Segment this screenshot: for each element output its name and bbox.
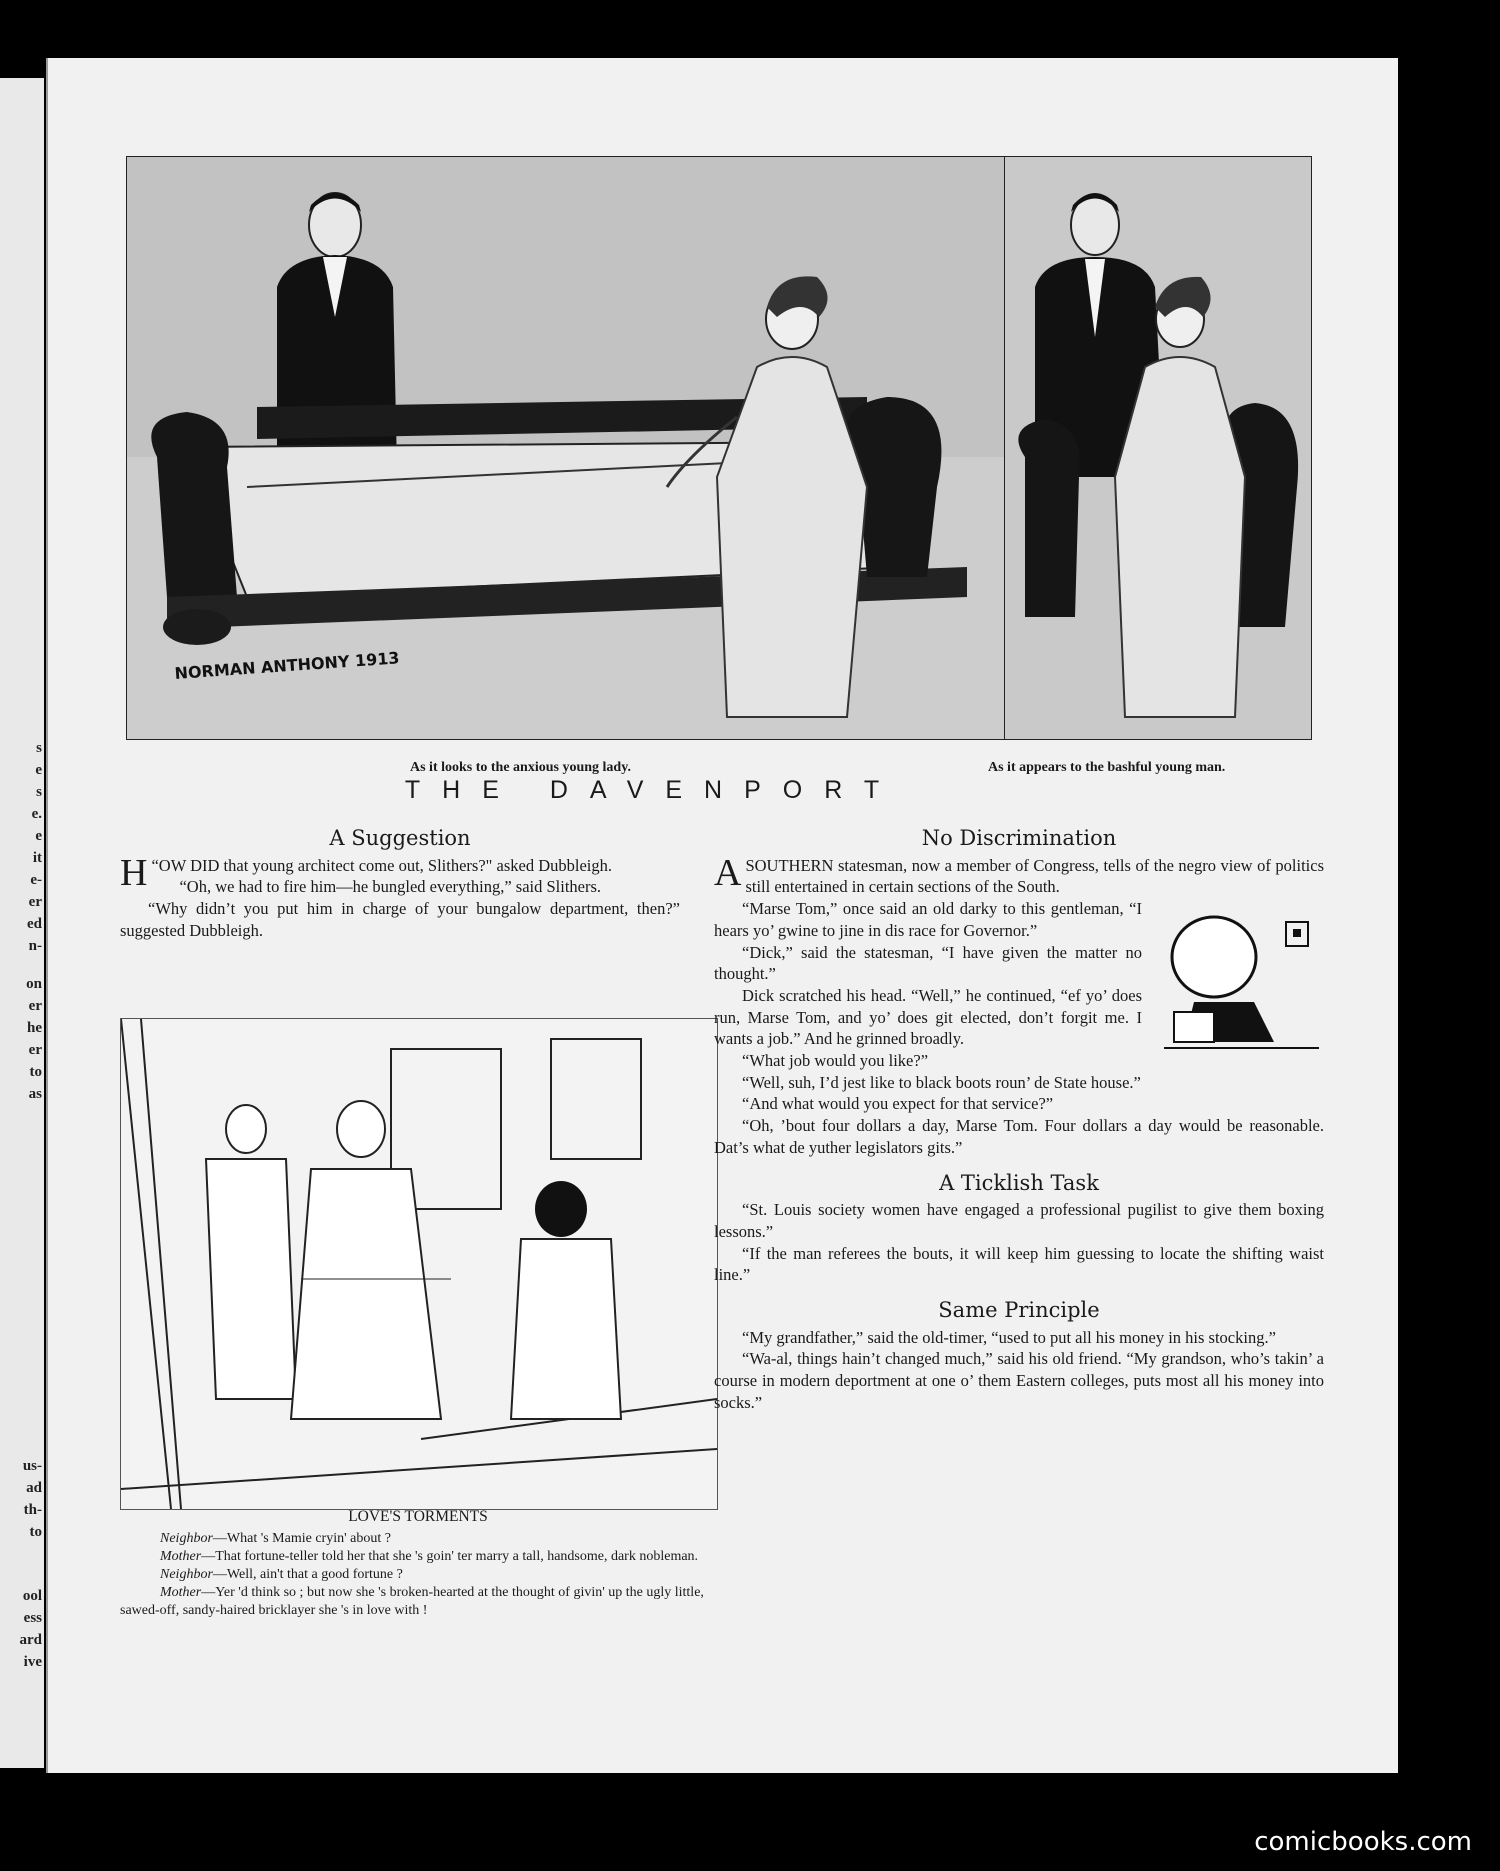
paragraph: “Wa-al, things hain’t changed much,” said his old friend. “My grandson, who’s takin’ a course in modern deportment at one o’ them Eastern colleges, puts most all his money into socks.” <box>714 1349 1324 1412</box>
margin-fragment: er <box>28 998 42 1014</box>
paragraph: “What job would you like?” <box>742 1051 929 1071</box>
margin-fragment: s <box>36 784 42 800</box>
loves-torments-illustration <box>120 1018 718 1510</box>
margin-fragment: th- <box>23 1502 42 1518</box>
dialogue-text: —What 's Mamie cryin' about ? <box>212 1531 391 1546</box>
heading-ticklish-task: A Ticklish Task <box>939 1170 1099 1195</box>
paragraph: “Oh, ’bout four dollars a day, Marse Tom. Four dollars a day would be reasonable. Dat’s what de yuther legislators gits.” <box>714 1116 1324 1157</box>
margin-fragment: e- <box>30 872 42 888</box>
paragraph: Dick scratched his head. “Well,” he continued, “ef yo’ does run, Marse Tom, and yo’ does git elected, don’t forgit me. I wants a job.” And he grinned broadly. <box>714 985 1142 1049</box>
paragraph: “Oh, we had to fire him—he bungled everything,” said Slithers. <box>179 877 602 897</box>
margin-fragment: e. <box>31 806 42 822</box>
paragraph: “And what would you expect for that service?” <box>742 1094 1054 1114</box>
margin-fragment: to <box>29 1524 42 1540</box>
margin-fragment: ess <box>23 1610 42 1626</box>
margin-fragment: er <box>28 1042 42 1058</box>
margin-fragment: er <box>28 894 42 910</box>
magazine-page <box>46 58 1398 1773</box>
paragraph <box>714 851 1324 898</box>
margin-fragment: on <box>26 976 42 992</box>
margin-fragment: to <box>29 1064 42 1080</box>
speaker-name: Neighbor <box>160 1567 213 1582</box>
margin-fragment: as <box>28 1086 42 1102</box>
right-column <box>714 828 1324 1414</box>
margin-fragment: ive <box>23 1654 42 1670</box>
margin-fragment: n- <box>28 938 42 954</box>
heading-same-principle: Same Principle <box>938 1298 1100 1323</box>
margin-fragment: ed <box>27 916 42 932</box>
speaker-name: Mother <box>160 1585 202 1600</box>
dialogue-line <box>120 1566 716 1584</box>
davenport-drawing <box>127 157 1013 739</box>
left-page-edge <box>0 78 44 1768</box>
paragraph: “Dick,” said the statesman, “I have given the matter no thought.” <box>714 942 1142 984</box>
paragraph: “If the man referees the bouts, it will keep him guessing to locate the shifting waist line.” <box>714 1243 1324 1285</box>
heading-suggestion: A Suggestion <box>329 826 471 850</box>
torments-dialogue <box>120 1530 716 1620</box>
drop-cap: A <box>714 851 742 894</box>
margin-fragment: e <box>35 828 42 844</box>
margin-fragment: ool <box>22 1588 42 1604</box>
margin-fragment: ad <box>26 1480 42 1496</box>
caption-right: As it appears to the bashful young man. <box>988 760 1226 775</box>
dialogue-line <box>120 1530 716 1548</box>
davenport-drawing-close <box>1005 157 1311 739</box>
paragraph: “Marse Tom,” once said an old darky to this gentleman, “I hears yo’ gwine to jine in dis race for Governor.” <box>714 899 1142 940</box>
paragraph: “Well, suh, I’d jest like to black boots roun’ de State house.” <box>742 1072 1141 1092</box>
torments-drawing <box>121 1019 717 1509</box>
dialogue-text: —Yer 'd think so ; but now she 's broken-hearted at the thought of givin' up the ugly little, sawed-off, sandy-haired bricklayer she 's in love with ! <box>120 1585 704 1618</box>
caricature-drawing <box>1154 902 1324 1052</box>
open-quote: “ <box>151 855 159 875</box>
davenport-illustration-left <box>126 156 1014 740</box>
torments-title: LOVE'S TORMENTS <box>348 1508 488 1525</box>
davenport-illustration-right <box>1004 156 1312 740</box>
article-suggestion <box>120 828 680 942</box>
dialogue-line <box>120 1548 716 1566</box>
paragraph-text: OW DID that young architect come out, Slithers?" asked Dubbleigh. <box>158 855 612 875</box>
margin-fragment: ard <box>19 1632 42 1648</box>
heading-no-discrimination: No Discrimination <box>921 826 1117 850</box>
margin-fragment: s <box>36 740 42 756</box>
artist-signature: NORMAN ANTHONY 1913 <box>173 648 401 683</box>
paragraph: “My grandfather,” said the old-timer, “used to put all his money in his stocking.” <box>742 1327 1276 1347</box>
caption-left: As it looks to the anxious young lady. <box>410 760 631 775</box>
speaker-name: Mother <box>160 1549 202 1564</box>
margin-fragment: us- <box>22 1458 42 1474</box>
dialogue-line <box>120 1584 716 1620</box>
dialogue-text: —Well, ain't that a good fortune ? <box>212 1567 403 1582</box>
paragraph: “St. Louis society women have engaged a professional pugilist to give them boxing lessons.” <box>714 1200 1324 1241</box>
margin-fragment: he <box>27 1020 42 1036</box>
paragraph-text: SOUTHERN statesman, now a member of Congress, tells of the negro view of politics still entertained in certain sections of the South. <box>745 855 1324 897</box>
margin-fragment: e <box>35 762 42 778</box>
paragraph: “Why didn’t you put him in charge of your bungalow department, then?” suggested Dubbleigh. <box>120 899 680 940</box>
margin-fragment: it <box>32 850 42 866</box>
drop-cap: H <box>120 851 148 894</box>
site-watermark: comicbooks.com <box>1254 1827 1472 1857</box>
page-title: THE DAVENPORT <box>404 776 902 804</box>
dialogue-text: —That fortune-teller told her that she 's goin' ter marry a tall, handsome, dark nobleman. <box>201 1549 699 1564</box>
speaker-name: Neighbor <box>160 1531 213 1546</box>
statesman-caricature <box>1154 902 1324 1052</box>
